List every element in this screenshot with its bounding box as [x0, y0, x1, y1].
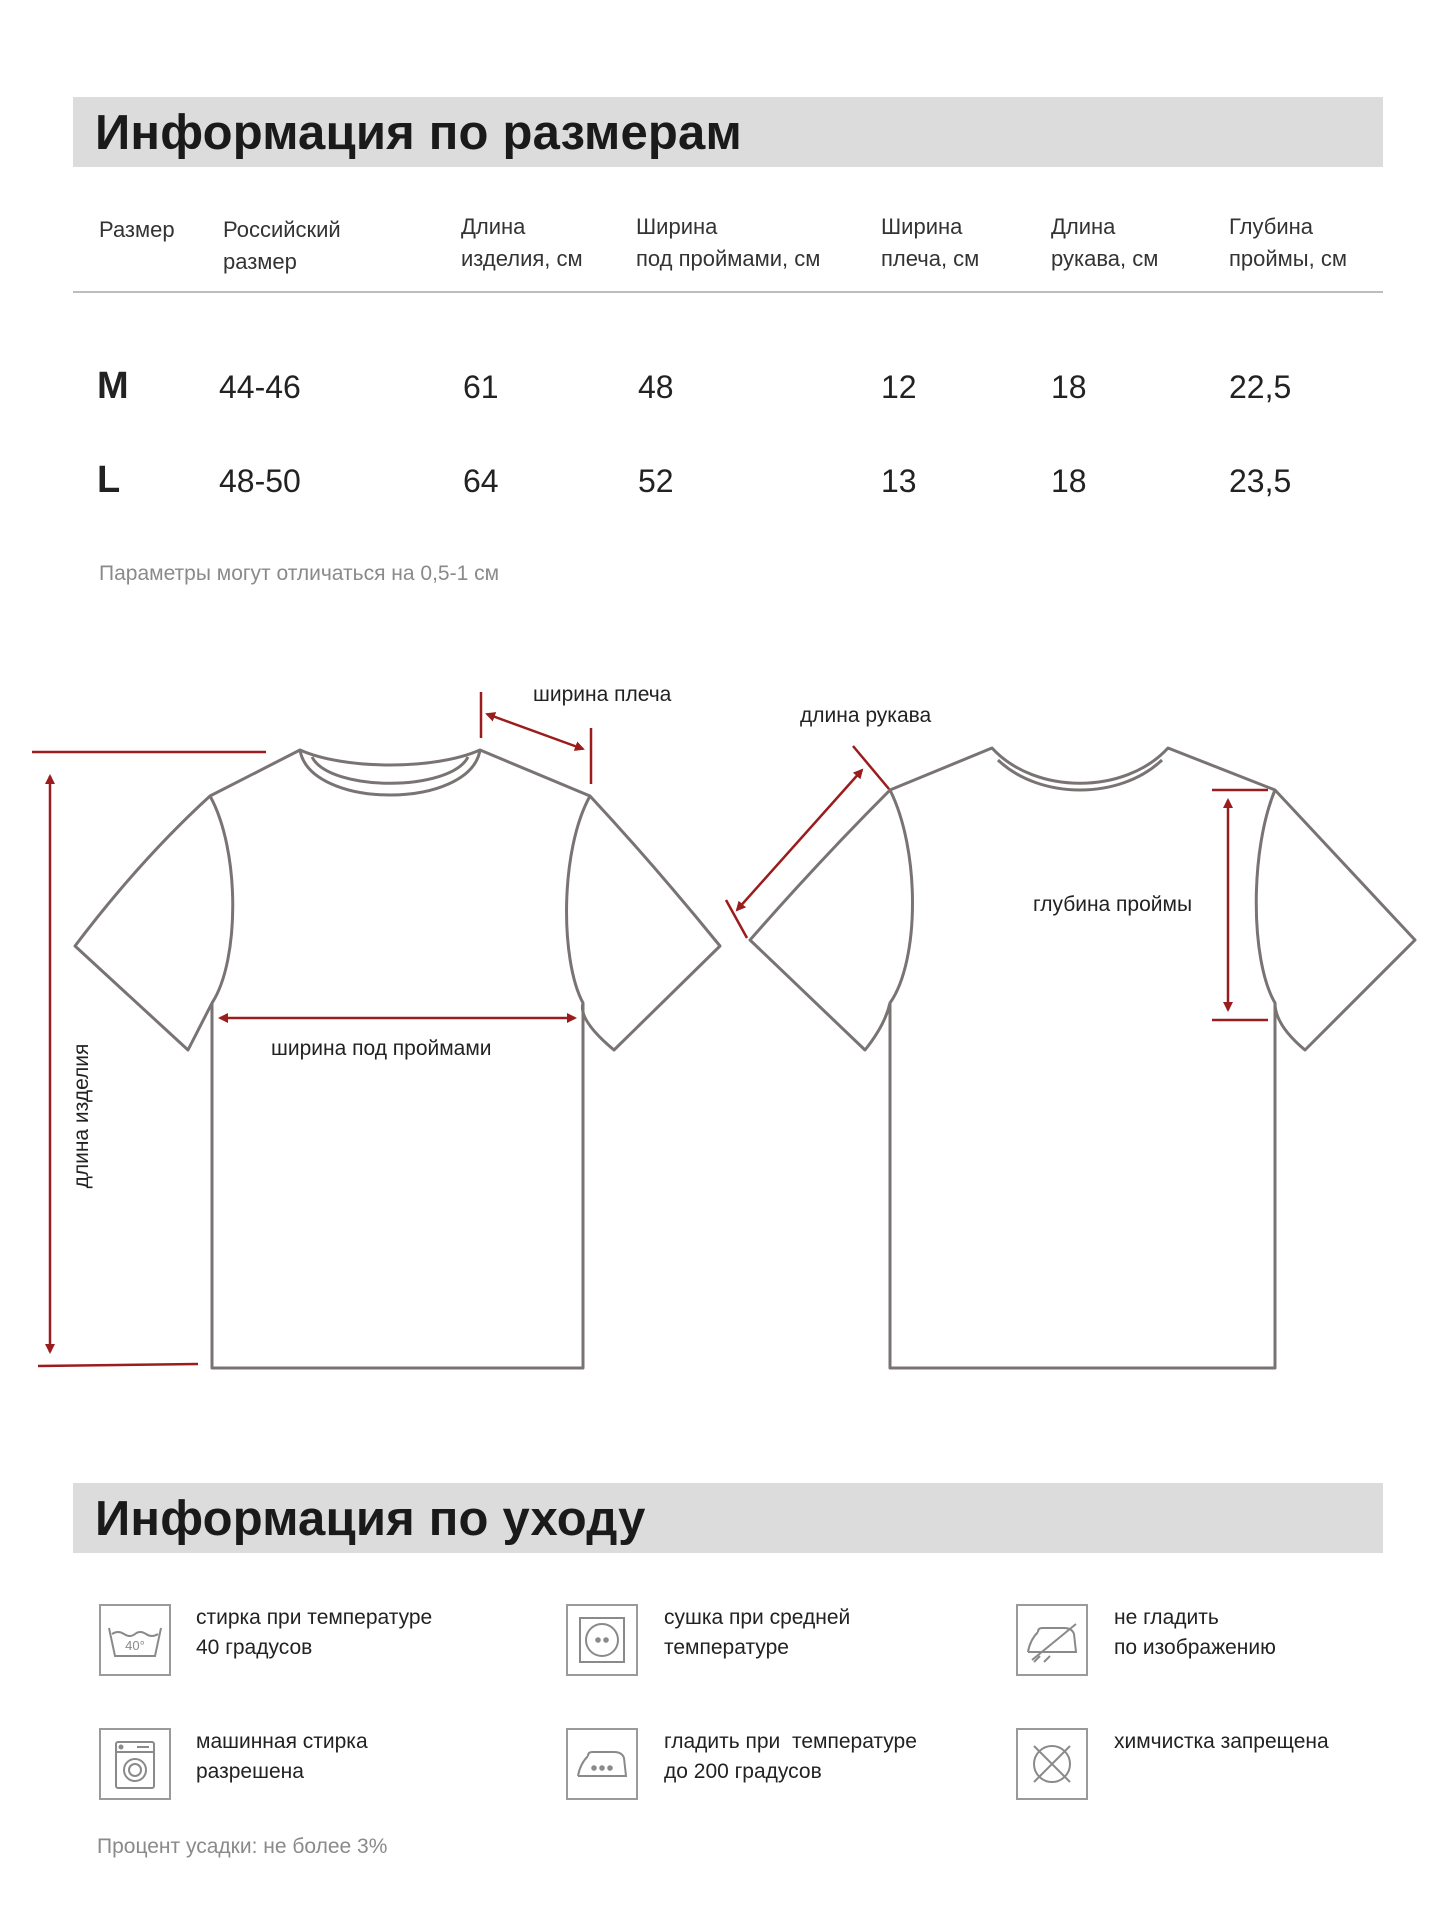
col-header-line: рукава, см	[1051, 246, 1159, 271]
table-cell: 23,5	[1229, 463, 1292, 499]
care-line: 40 градусов	[196, 1636, 313, 1659]
shrinkage-note: Процент усадки: не более 3%	[97, 1835, 388, 1858]
label-chest-width: ширина под проймами	[271, 1037, 492, 1060]
col-header-line: Длина	[461, 214, 526, 239]
back-tshirt	[750, 748, 1415, 1368]
iron-200-icon	[566, 1728, 638, 1800]
table-cell: 13	[881, 463, 917, 499]
sleeve-bottom-tick	[726, 900, 747, 938]
size-cell: L	[97, 459, 121, 501]
care-section-header	[73, 1483, 1383, 1553]
care-line: по изображению	[1114, 1636, 1276, 1659]
col-header-line: Российский	[223, 217, 341, 242]
table-cell: 18	[1051, 369, 1087, 405]
care-text-no-iron	[1114, 1603, 1276, 1663]
care-line: машинная стирка	[196, 1730, 368, 1753]
label-armhole-depth: глубина проймы	[1033, 893, 1193, 916]
table-cell: 64	[463, 463, 499, 499]
table-cell: 44-46	[219, 369, 301, 405]
back-body-outline	[750, 748, 1415, 1368]
col-header-line: Ширина	[636, 214, 718, 239]
back-collar	[998, 760, 1162, 790]
care-line: температуре	[664, 1636, 789, 1659]
care-section-title: Информация по уходу	[95, 1492, 646, 1546]
col-header-line: под проймами, см	[636, 246, 821, 271]
table-cell: 48-50	[219, 463, 301, 499]
care-text-tumble-dry	[664, 1603, 850, 1663]
label-product-length: длина изделия	[70, 1043, 93, 1189]
care-line: гладить при температуре	[664, 1730, 917, 1753]
care-text-wash-40	[196, 1603, 432, 1663]
front-left-sleeve-seam	[210, 796, 233, 1003]
wash-temp-badge: 40°	[125, 1638, 145, 1653]
care-text-iron-200	[664, 1727, 917, 1787]
label-shoulder-width: ширина плеча	[533, 683, 672, 706]
care-text-no-dry-clean	[1114, 1727, 1329, 1757]
table-cell: 48	[638, 369, 674, 405]
col-header-line: Ширина	[881, 214, 963, 239]
table-cell: 52	[638, 463, 674, 499]
no-dry-clean-icon	[1016, 1728, 1088, 1800]
size-note: Параметры могут отличаться на 0,5-1 см	[99, 562, 500, 585]
col-header-line: Длина	[1051, 214, 1116, 239]
col-header-line: проймы, см	[1229, 246, 1347, 271]
care-line: разрешена	[196, 1760, 304, 1783]
table-cell: 18	[1051, 463, 1087, 499]
col-header-line: изделия, см	[461, 246, 583, 271]
col-header-line: плеча, см	[881, 246, 980, 271]
tumble-dry-medium-icon	[566, 1604, 638, 1676]
table-cell: 61	[463, 369, 499, 405]
sleeve-top-tick	[853, 746, 889, 789]
col-header-line: Глубина	[1229, 214, 1314, 239]
label-sleeve-length: длина рукава	[800, 704, 932, 727]
care-text-machine-wash	[196, 1727, 368, 1787]
back-right-sleeve-seam	[1256, 790, 1275, 1003]
care-line: не гладить	[1114, 1606, 1219, 1629]
care-line: стирка при температуре	[196, 1606, 433, 1629]
wash-40-icon	[99, 1604, 171, 1676]
size-section-title: Информация по размерам	[95, 106, 742, 160]
back-left-sleeve-seam	[890, 790, 913, 1003]
washing-machine-icon	[99, 1728, 171, 1800]
length-bottom-tick	[38, 1364, 198, 1366]
care-line: до 200 градусов	[664, 1760, 822, 1783]
shoulder-arrow	[487, 714, 583, 749]
size-cell: M	[97, 365, 129, 407]
col-header-line: Размер	[99, 217, 175, 242]
col-header-line: размер	[223, 249, 297, 274]
table-cell: 22,5	[1229, 369, 1292, 405]
table-cell: 12	[881, 369, 917, 405]
no-steam-iron-icon	[1016, 1604, 1088, 1676]
care-line: химчистка запрещена	[1114, 1730, 1329, 1753]
front-right-sleeve-seam	[567, 796, 590, 1003]
care-line: сушка при средней	[664, 1606, 851, 1629]
